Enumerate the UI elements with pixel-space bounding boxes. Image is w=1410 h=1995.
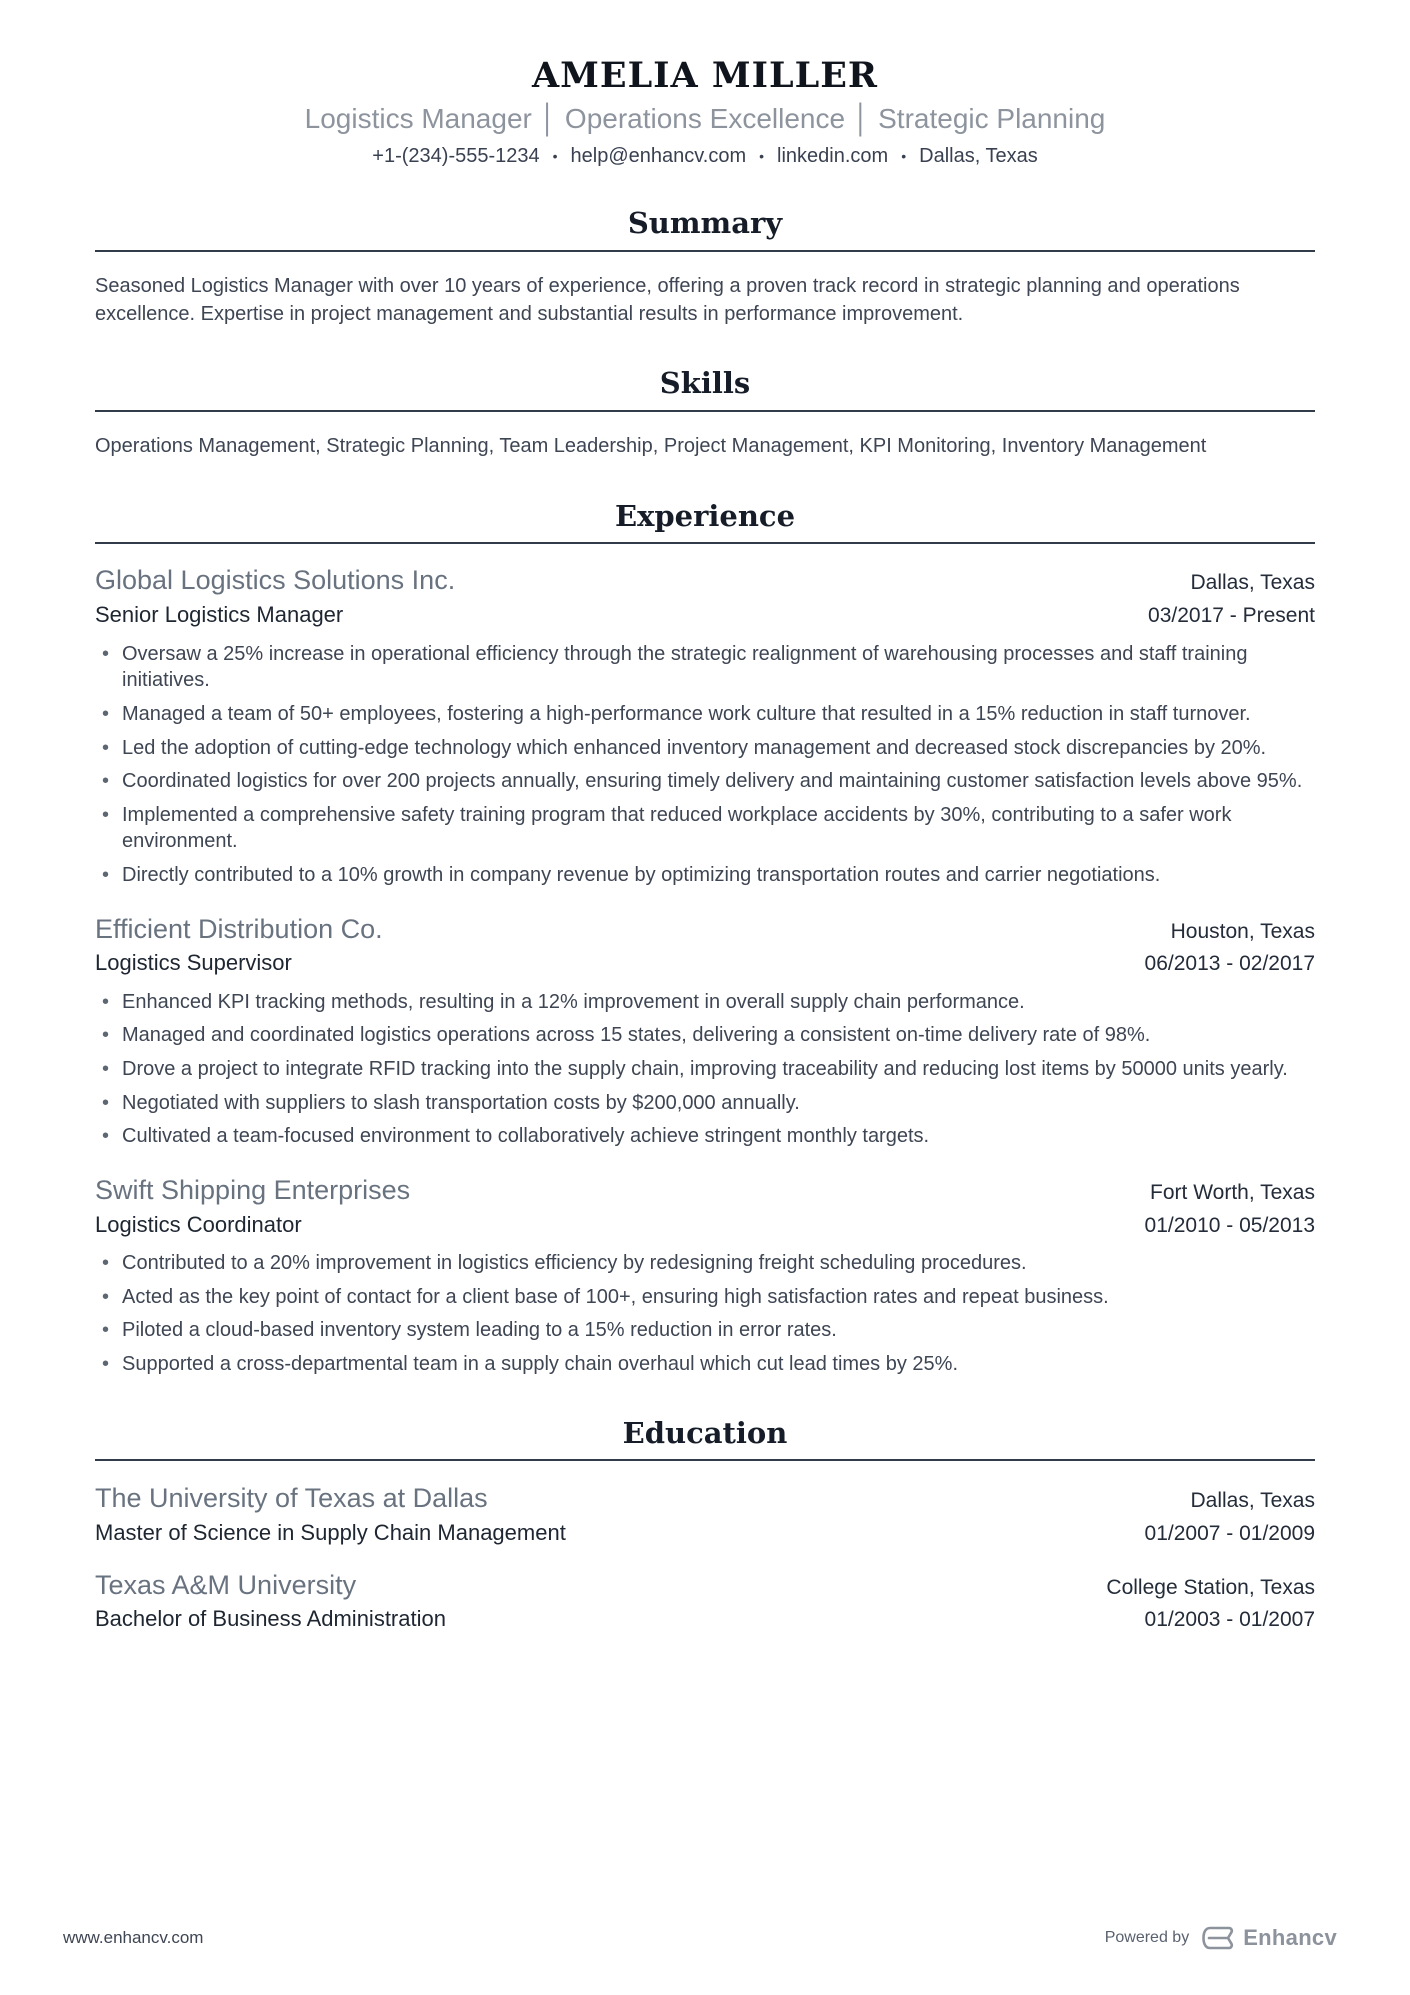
education-heading: Education	[622, 1415, 788, 1450]
bullet-item: • Contributed to a 20% improvement in logistics efficiency by redesigning freight scheduling procedures.	[95, 1250, 1315, 1277]
bullet-list	[95, 989, 1315, 1150]
skills-heading: Skills	[659, 366, 751, 401]
bullet-item: • Negotiated with suppliers to slash transportation costs by $200,000 annually.	[95, 1090, 1315, 1117]
degree-dates: 01/2007 - 01/2009	[1144, 1522, 1315, 1546]
bullet-item: • Directly contributed to a 10% growth in company revenue by optimizing transportation routes and carrier negotiations.	[95, 862, 1315, 889]
entry-header-row	[95, 1569, 1315, 1603]
bullet-item: • Managed and coordinated logistics operations across 15 states, delivering a consistent on-time delivery rate of 98%.	[95, 1022, 1315, 1049]
headline-title: Logistics Manager │ Operations Excellence │ Strategic Planning	[304, 103, 1106, 135]
entry-role-row	[95, 1211, 1315, 1240]
enhancv-brand-link[interactable]	[1201, 1925, 1337, 1951]
skills-section	[95, 366, 1315, 460]
bullet-item: • Implemented a comprehensive safety training program that reduced workplace accidents by 30%, contributing to a safer work environment.	[95, 802, 1315, 855]
powered-by-label: Powered by	[1104, 1929, 1190, 1946]
dot-separator-icon: •	[759, 148, 765, 165]
bullet-item: • Drove a project to integrate RFID tracking into the supply chain, improving traceability and reducing lost items by 50000 units yearly.	[95, 1056, 1315, 1083]
entry-role-row	[95, 601, 1315, 630]
experience-heading: Experience	[614, 498, 796, 533]
bullet-list	[95, 1250, 1315, 1377]
resume-header	[95, 56, 1315, 168]
bullet-item: • Cultivated a team-focused environment to collaboratively achieve stringent monthly targets.	[95, 1123, 1315, 1150]
skills-text: Operations Management, Strategic Planning, Team Leadership, Project Management, KPI Monitoring, Inventory Management	[95, 435, 1207, 458]
experience-entry	[95, 564, 1315, 888]
linkedin-link[interactable]: linkedin.com	[777, 144, 889, 167]
education-entries	[95, 1482, 1315, 1634]
enhancv-wordmark: Enhancv	[1243, 1925, 1337, 1950]
experience-entry	[95, 1174, 1315, 1378]
education-section	[95, 1416, 1315, 1634]
company-name: Efficient Distribution Co.	[95, 913, 383, 944]
experience-entry	[95, 913, 1315, 1150]
degree-title: Bachelor of Business Administration	[95, 1606, 446, 1632]
role-title: Logistics Supervisor	[95, 950, 292, 976]
bullet-list	[95, 641, 1315, 889]
bullet-item: • Supported a cross-departmental team in a supply chain overhaul which cut lead times by 25%.	[95, 1351, 1315, 1378]
role-title: Senior Logistics Manager	[95, 602, 344, 628]
entry-degree-row	[95, 1519, 1315, 1548]
dot-separator-icon: •	[552, 148, 558, 165]
company-location: Fort Worth, Texas	[1150, 1180, 1315, 1204]
school-name: The University of Texas at Dallas	[95, 1483, 488, 1514]
education-entry	[95, 1482, 1315, 1547]
school-location: College Station, Texas	[1106, 1575, 1315, 1599]
experience-section	[95, 499, 1315, 1378]
bullet-item: • Acted as the key point of contact for a client base of 100+, ensuring high satisfaction rates and repeat business.	[95, 1284, 1315, 1311]
entry-role-row	[95, 949, 1315, 978]
entry-header-row	[95, 1482, 1315, 1516]
dot-separator-icon: •	[901, 148, 907, 165]
entry-header-row	[95, 913, 1315, 947]
enhancv-website-link[interactable]: www.enhancv.com	[63, 1928, 204, 1947]
summary-text: Seasoned Logistics Manager with over 10 years of experience, offering a proven track record in strategic planning and operations excellence. Expertise in project management and substantial results in performance improvement.	[95, 274, 1240, 326]
experience-entries	[95, 564, 1315, 1377]
role-dates: 03/2017 - Present	[1148, 604, 1315, 628]
education-entry	[95, 1569, 1315, 1634]
contact-row	[95, 145, 1315, 168]
powered-by-block	[1105, 1925, 1337, 1951]
company-name: Swift Shipping Enterprises	[95, 1174, 411, 1205]
bullet-item: • Enhanced KPI tracking methods, resulting in a 12% improvement in overall supply chain performance.	[95, 989, 1315, 1016]
school-name: Texas A&M University	[95, 1569, 357, 1600]
degree-dates: 01/2003 - 01/2007	[1144, 1608, 1315, 1632]
role-title: Logistics Coordinator	[95, 1211, 302, 1237]
school-location: Dallas, Texas	[1190, 1489, 1315, 1513]
email-link[interactable]: help@enhancv.com	[570, 144, 747, 167]
bullet-item: • Managed a team of 50+ employees, fostering a high-performance work culture that resulted in a 15% reduction in staff turnover.	[95, 701, 1315, 728]
phone-number: +1-(234)-555-1234	[372, 144, 540, 167]
degree-title: Master of Science in Supply Chain Management	[95, 1520, 566, 1546]
contact-location: Dallas, Texas	[919, 144, 1038, 167]
company-location: Dallas, Texas	[1190, 571, 1315, 595]
company-name: Global Logistics Solutions Inc.	[95, 565, 456, 596]
company-location: Houston, Texas	[1170, 919, 1315, 943]
bullet-item: • Oversaw a 25% increase in operational efficiency through the strategic realignment of warehousing processes and staff training initiatives.	[95, 641, 1315, 694]
entry-degree-row	[95, 1605, 1315, 1634]
entry-header-row	[95, 1174, 1315, 1208]
entry-header-row	[95, 564, 1315, 598]
bullet-item: • Led the adoption of cutting-edge technology which enhanced inventory management and decreased stock discrepancies by 20%.	[95, 735, 1315, 762]
section-divider	[95, 1459, 1315, 1461]
page-footer	[63, 1925, 1337, 1951]
summary-heading: Summary	[627, 205, 783, 240]
summary-section	[95, 206, 1315, 329]
section-divider	[95, 410, 1315, 412]
role-dates: 01/2010 - 05/2013	[1144, 1213, 1315, 1237]
role-dates: 06/2013 - 02/2017	[1144, 952, 1315, 976]
candidate-name: AMELIA MILLER	[532, 55, 878, 96]
section-divider	[95, 542, 1315, 544]
bullet-item: • Coordinated logistics for over 200 projects annually, ensuring timely delivery and maintaining customer satisfaction levels above 95%.	[95, 768, 1315, 795]
section-divider	[95, 250, 1315, 252]
bullet-item: • Piloted a cloud-based inventory system leading to a 15% reduction in error rates.	[95, 1317, 1315, 1344]
enhancv-logo-icon	[1201, 1925, 1235, 1951]
